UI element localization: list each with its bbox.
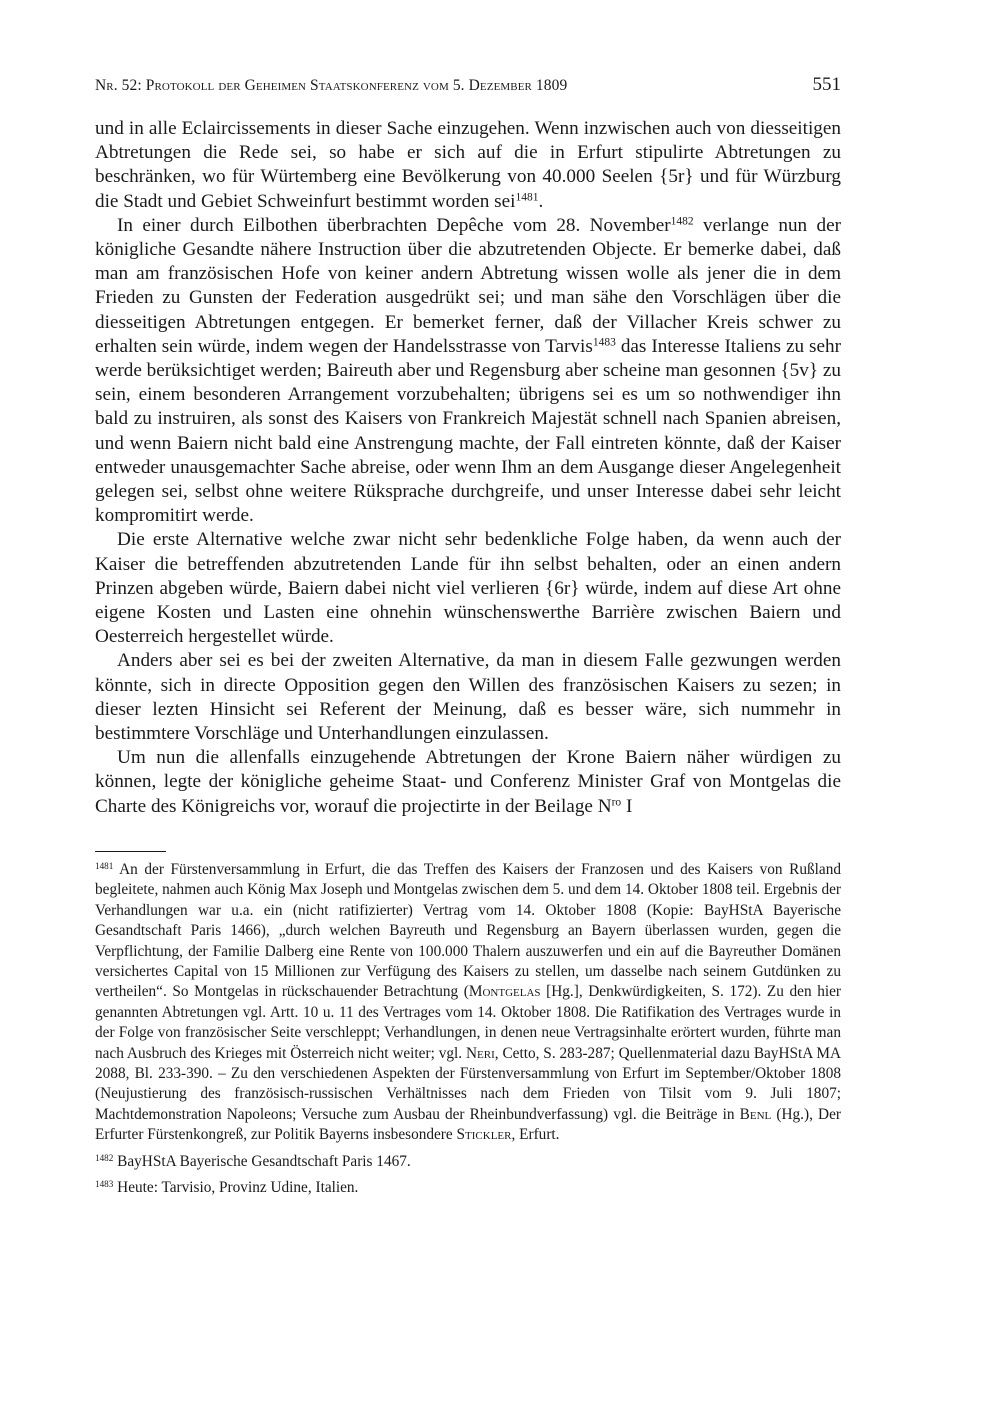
paragraph-1	[95, 117, 841, 214]
paragraph-text: Um nun die allenfalls einzugehende Abtretungen der Krone Baiern näher würdigen zu können, legte der königliche geheime Staat- und Conferenz Minister Graf von Montgelas die Charte des Königreichs vor, worauf die projectirte in der Beilage N	[95, 747, 841, 817]
paragraph-text: verlange nun der königliche Gesandte nähere Instruction über die abzutretenden Objecte. Er bemerke dabei, daß man am französischen Hofe von keiner andern Abtretung wissen wolle als jener die in dem Frieden zu Gunsten der Federation ausgedrükt sei; und man sähe den Vorschlägen über die diesseitigen Abtretungen entgegen. Er bemerket ferner, daß der Villacher Kreis schwer zu erhalten sein würde, indem wegen der Handelsstrasse von Tarvis	[95, 214, 841, 357]
paragraph-tail: .	[538, 190, 544, 212]
main-text	[95, 117, 841, 819]
numero-superscript: ro	[611, 796, 622, 809]
paragraph-2	[95, 214, 841, 529]
footnote-number: 1483	[95, 1179, 114, 1190]
paragraph-3: Die erste Alternative welche zwar nicht sehr bedenkliche Folge haben, da wenn auch der Kaiser die betreffenden abzutretenden Lande für ihn selbst behalten, oder an einen andern Prinzen abgeben würde, Baiern dabei nicht viel verlieren {6r} würde, indem auf diese Art ohne eigene Kosten und Lasten eine ohnehin wünschenswerthe Barrière zwischen Baiern und Oesterreich hergestellet würde.	[95, 529, 841, 648]
footnote-number: 1481	[95, 860, 114, 871]
footnote-ref-1482: 1482	[670, 215, 694, 228]
paragraph-text: das Interesse Italiens zu sehr werde berüksichtiget werden; Baireuth aber und Regensburg aber scheine man gesonnen {5v} zu sein, einem besonderen Arrangement vorzubehalten; übrigens sei es um so nothwendiger ihn bald zu instruiren, als sonst des Kaisers von Frankreich Majestät schnell nach Spanien abreisen, und wenn Baiern nicht bald eine Anstrengung machte, der Fall eintreten könnte, daß der Kaiser entweder unausgemachter Sache abreise, oder wenn Ihm an dem Ausgange dieser Angelegenheit gelegen sei, selbst ohne weitere Rüksprache durchgreife, und unser Interesse dabei sehr leicht kompromitirt werde.	[95, 335, 841, 527]
paragraph-4: Anders aber sei es bei der zweiten Alternative, da man in diesem Falle gezwungen werden könnte, sich in directe Opposition gegen den Willen des französischen Kaisers zu sezen; in dieser lezten Hinsicht sei Referent der Meinung, daß es besser wäre, sich nummehr in bestimmtere Vorschläge und Unterhandlungen einzulassen.	[95, 650, 841, 745]
footnote-text: An der Fürstenversammlung in Erfurt, die das Treffen des Kaisers der Franzosen und des Kaisers von Rußland begleitete, nahmen auch König Max Joseph und Montgelas zwischen dem 5. und dem 14. Oktober 1808 teil. Ergebnis der Verhandlungen war u.a. ein (nicht ratifizierter) Vertrag vom 14. Oktober 1808 (Kopie: BayHStA Bayerische Gesandtschaft Paris 1466), „durch welchen Bayreuth und Regensburg an Bayern überlassen wurden, gegen die Verpflichtung, der Familie Dalberg eine Rente von 100.000 Thalern auszuwerfen und ein auf die Bayreuther Domänen versichertes Capital von 15 Millionen zur Verfügung des Kaisers zu stellen, um dasselbe nach seinem Gutdünken zu vertheilen“. So Montgelas in rückschauender Betrachtung (	[95, 861, 841, 1001]
footnote-text: [Hg.], Denkwürdigkeiten, S. 172). Zu den hier genannten Abtretungen vgl. Artt. 10 u. 11 des Vertrages vom 14. Oktober 1808. Die Ratifikation des Vertrages wurde in der Folge von französischer Seite verschleppt; Verhandlungen, in denen neue Vertragsinhalte erörtert wurden, führte man nach Ausbruch des Krieges mit Österreich nicht weiter; vgl.	[95, 983, 841, 1062]
footnote-1481	[95, 860, 841, 1146]
footnote-text: Heute: Tarvisio, Provinz Udine, Italien.	[113, 1179, 359, 1197]
author-name: Neri	[465, 1044, 495, 1062]
author-name: Benl	[739, 1105, 772, 1123]
paragraph-text: In einer durch Eilbothen überbrachten Depêche vom 28. November	[117, 214, 671, 236]
paragraph-tail: I	[621, 795, 633, 817]
footnote-text: , Erfurt.	[511, 1126, 560, 1144]
page-number: 551	[812, 74, 841, 95]
footnote-text: , Cetto, S. 283-287; Quellenmaterial dazu BayHStA MA 2088, Bl. 233-390. – Zu den verschiedenen Aspekten der Fürstenversammlung von Erfurt im September/Oktober 1808 (Neujustierung des französisch-russischen Verhältnisses nach dem Frieden von Tilsit vom 9. Juli 1807; Machtdemonstration Napoleons; Versuche zum Ausbau der Rheinbundverfassung) vgl. die Beiträge in	[95, 1044, 841, 1123]
footnotes	[95, 860, 841, 1205]
footnote-1483	[95, 1178, 841, 1198]
author-name: Stickler	[456, 1126, 512, 1144]
paragraph-5	[95, 746, 841, 819]
footnote-text: BayHStA Bayerische Gesandtschaft Paris 1467.	[113, 1152, 411, 1170]
footnote-1482	[95, 1152, 841, 1172]
running-head: Nr. 52: Protokoll der Geheimen Staatskonferenz vom 5. Dezember 1809	[95, 77, 568, 94]
footnote-separator	[95, 851, 166, 852]
footnote-text: (Hg.), Der Erfurter Fürstenkongreß, zur Politik Bayerns insbesondere	[95, 1105, 841, 1144]
footnote-ref-1483: 1483	[592, 336, 616, 349]
author-name: Montgelas	[468, 983, 541, 1001]
footnote-ref-1481: 1481	[515, 191, 539, 204]
footnote-number: 1482	[95, 1152, 114, 1163]
page-header	[95, 74, 841, 96]
paragraph-text: und in alle Eclaircissements in dieser Sache einzugehen. Wenn inzwischen auch von diesseitigen Abtretungen die Rede sei, so habe er sich auf die in Erfurt stipulirte Abtretungen zu beschränken, wo für Würtemberg eine Bevölkerung von 40.000 Seelen {5r} und für Würzburg die Stadt und Gebiet Schweinfurt bestimmt worden sei	[95, 118, 841, 212]
